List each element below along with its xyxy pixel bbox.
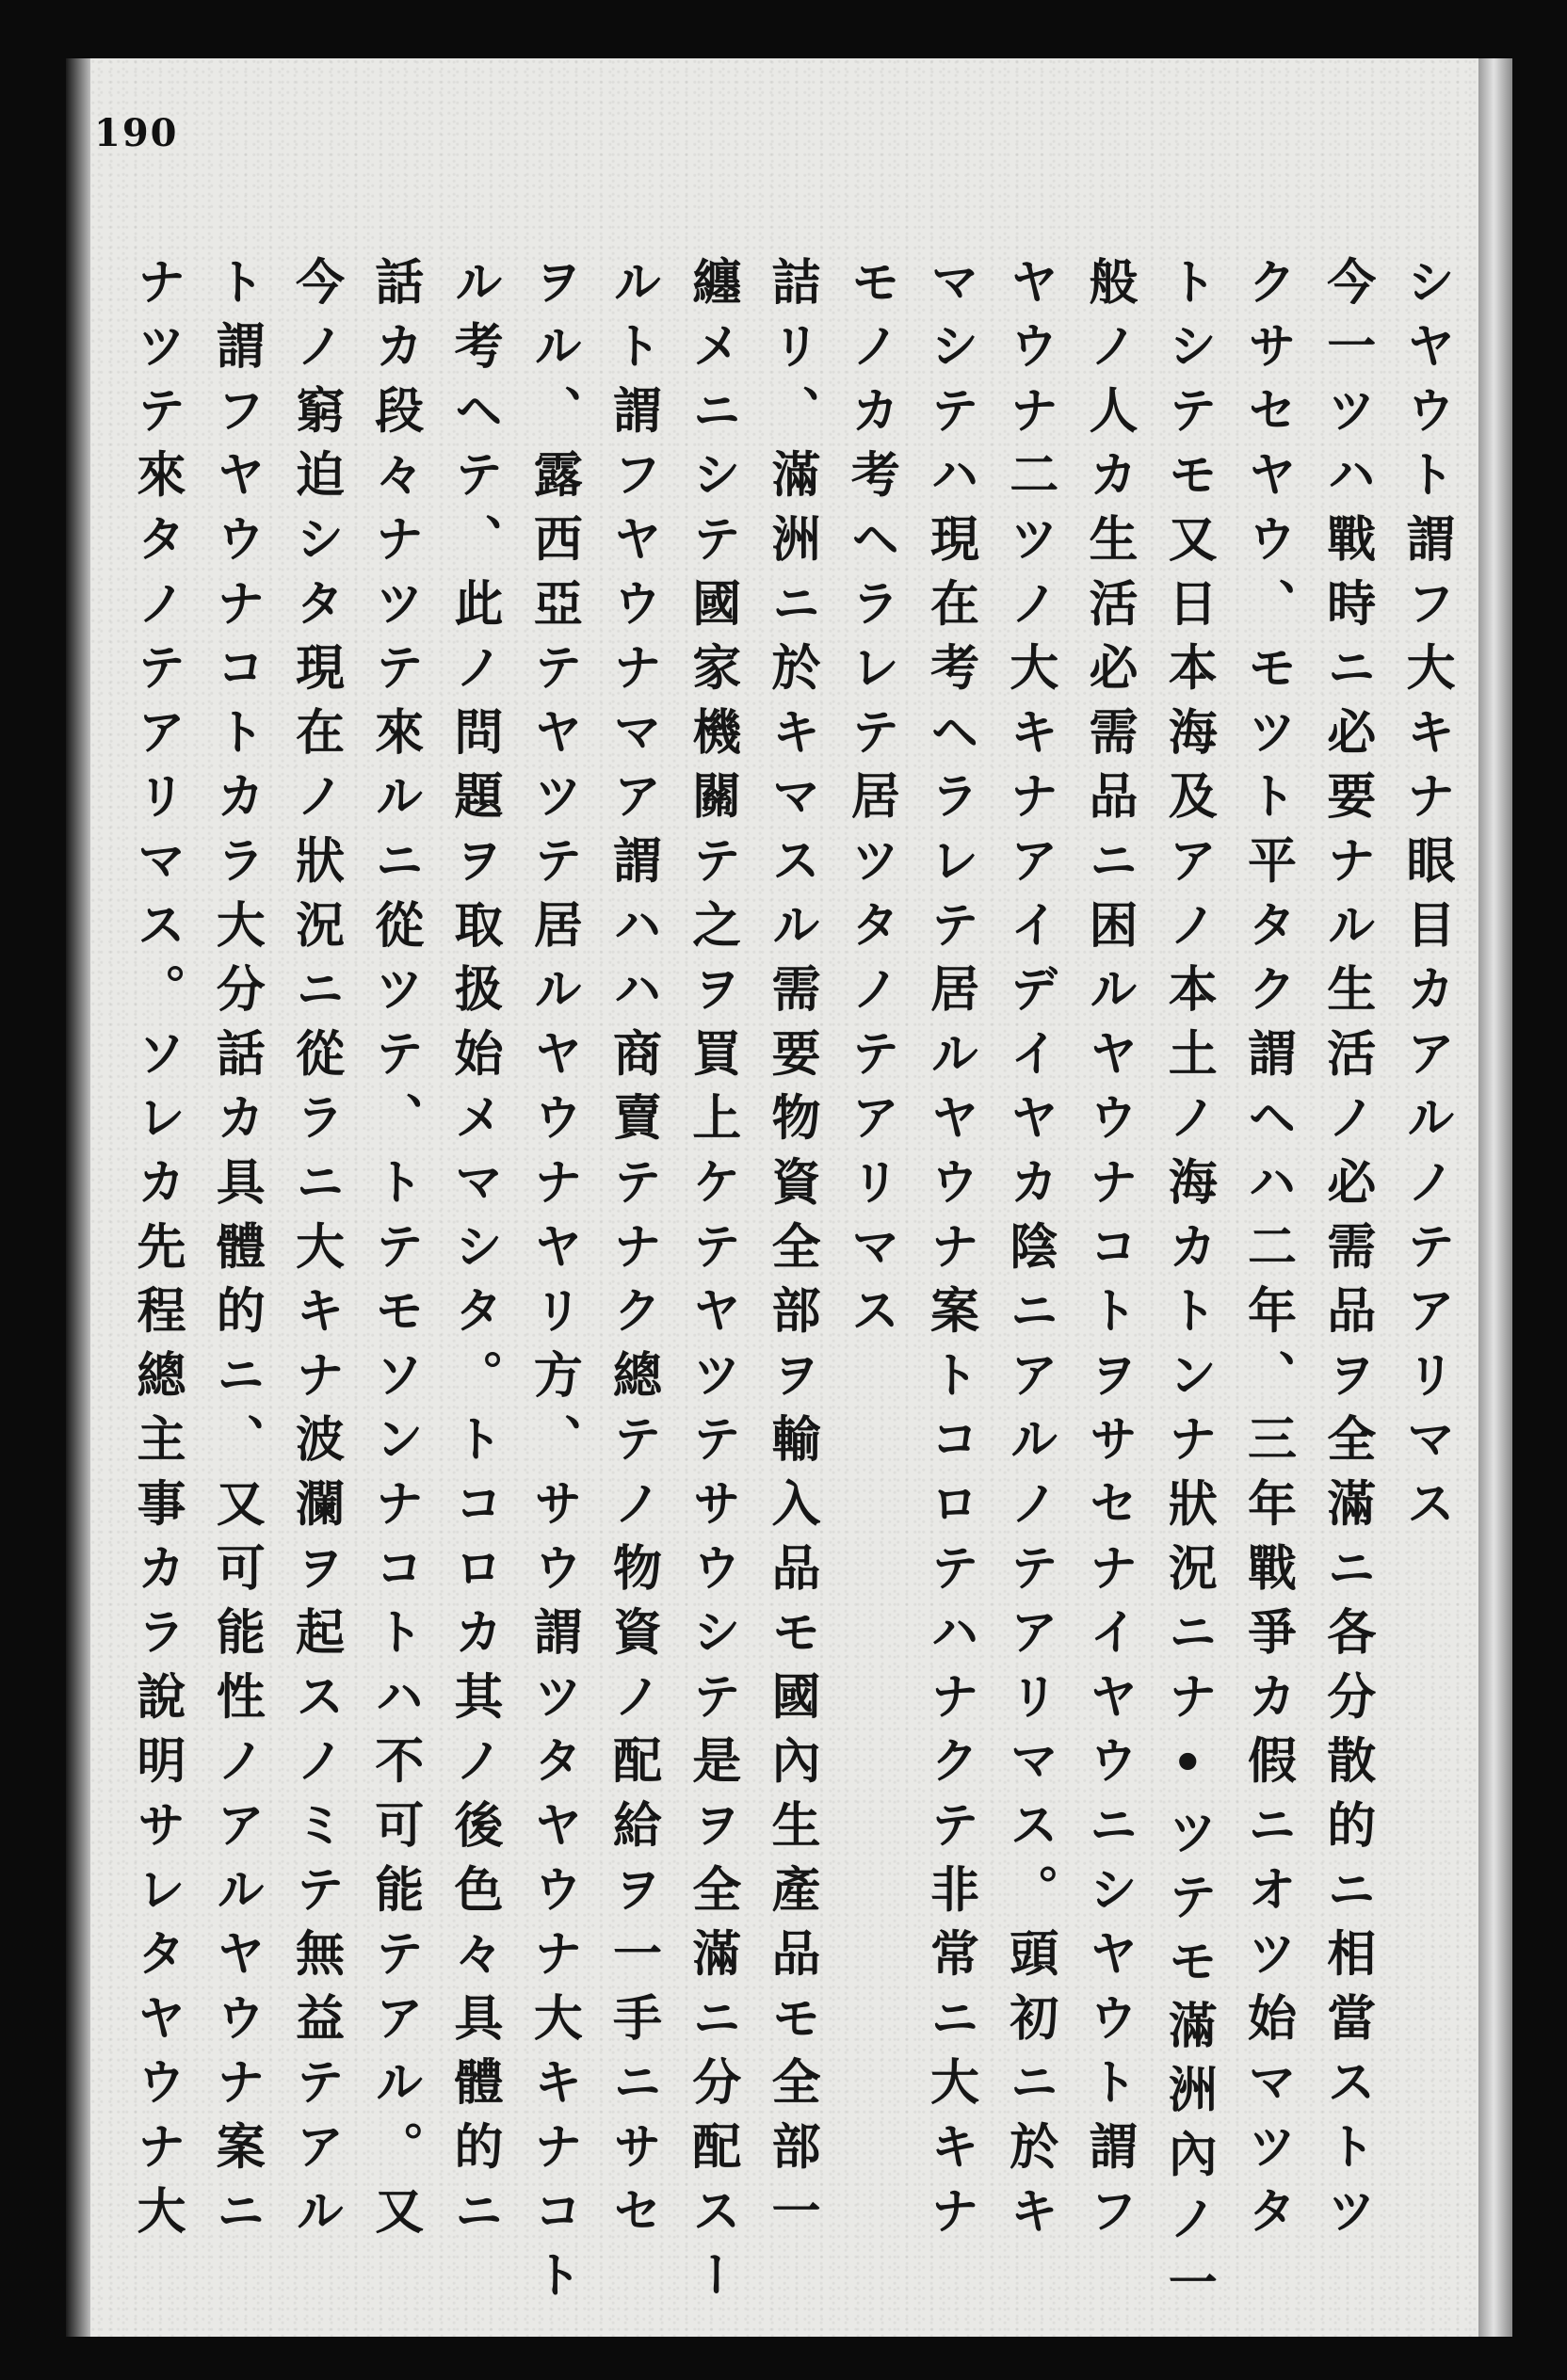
text-column: 般ノ人カ生活必需品ニ困ルヤウナコトヲサセナイヤウニシヤウト謂フ (1080, 256, 1137, 2250)
text-column: ルト謂フヤウナマア謂ハハ商賣テナク總テノ物資ノ配給ヲ一手ニサセ (604, 256, 661, 2250)
text-column: ル考ヘテ、此ノ問題ヲ取扱始メマシタ。トコロカ其ノ後色々具體的ニ (445, 256, 502, 2250)
text-column: 纏メニシテ國家機關テ之ヲ買上ケテヤツテサウシテ是ヲ全滿ニ分配スー (683, 256, 740, 2314)
text-column: ナツテ來タノテアリマス。ソレカ先程總主事カラ說明サレタヤウナ大 (128, 256, 185, 2250)
next-page-edge (1478, 58, 1512, 2337)
text-column: モノカ考ヘラレテ居ツタノテアリマス (842, 256, 899, 1350)
text-columns (128, 256, 1454, 2322)
text-column: ヲル、露西亞テヤツテ居ルヤウナヤリ方、サウ謂ツタヤウナ大キナコト (525, 256, 582, 2314)
page-number: 190 (94, 111, 179, 155)
text-column: クサセヤウ、モツト平タク謂ヘハ二年、三年戰爭カ假ニオツ始マツタ (1238, 256, 1296, 2250)
text-column: マシテハ現在考ヘラレテ居ルヤウナ案トコロテハナクテ非常ニ大キナ (921, 256, 978, 2250)
text-column: ト謂フヤウナコトカラ大分話カ具體的ニ、又可能性ノアルヤウナ案ニ (207, 256, 265, 2250)
text-column: 今ノ窮迫シタ現在ノ狀況ニ從ラニ大キナ波瀾ヲ起スノミテ無益テアル (286, 256, 344, 2250)
text-column: 詰リ、滿洲ニ於キマスル需要物資全部ヲ輸入品モ國內生產品モ全部一 (763, 256, 819, 2250)
text-column: シヤウト謂フ大キナ眼目カアルノテアリマス (1397, 256, 1454, 1542)
page-binding-edge (66, 58, 90, 2337)
text-column: 話カ段々ナツテ來ルニ從ツテ、トテモソンナコトハ不可能テアル。又 (365, 256, 423, 2250)
text-column: 今一ツハ戰時ニ必要ナル生活ノ必需品ヲ全滿ニ各分散的ニ相當ストツ (1317, 256, 1375, 2250)
text-column: ヤウナ二ツノ大キナアイデイヤカ陰ニアルノテアリマス。頭初ニ於キ (1000, 256, 1058, 2250)
text-column: トシテモ又日本海及アノ本土ノ海カトンナ狀況ニナ•ツテモ滿洲內ノ一 (1159, 256, 1217, 2322)
